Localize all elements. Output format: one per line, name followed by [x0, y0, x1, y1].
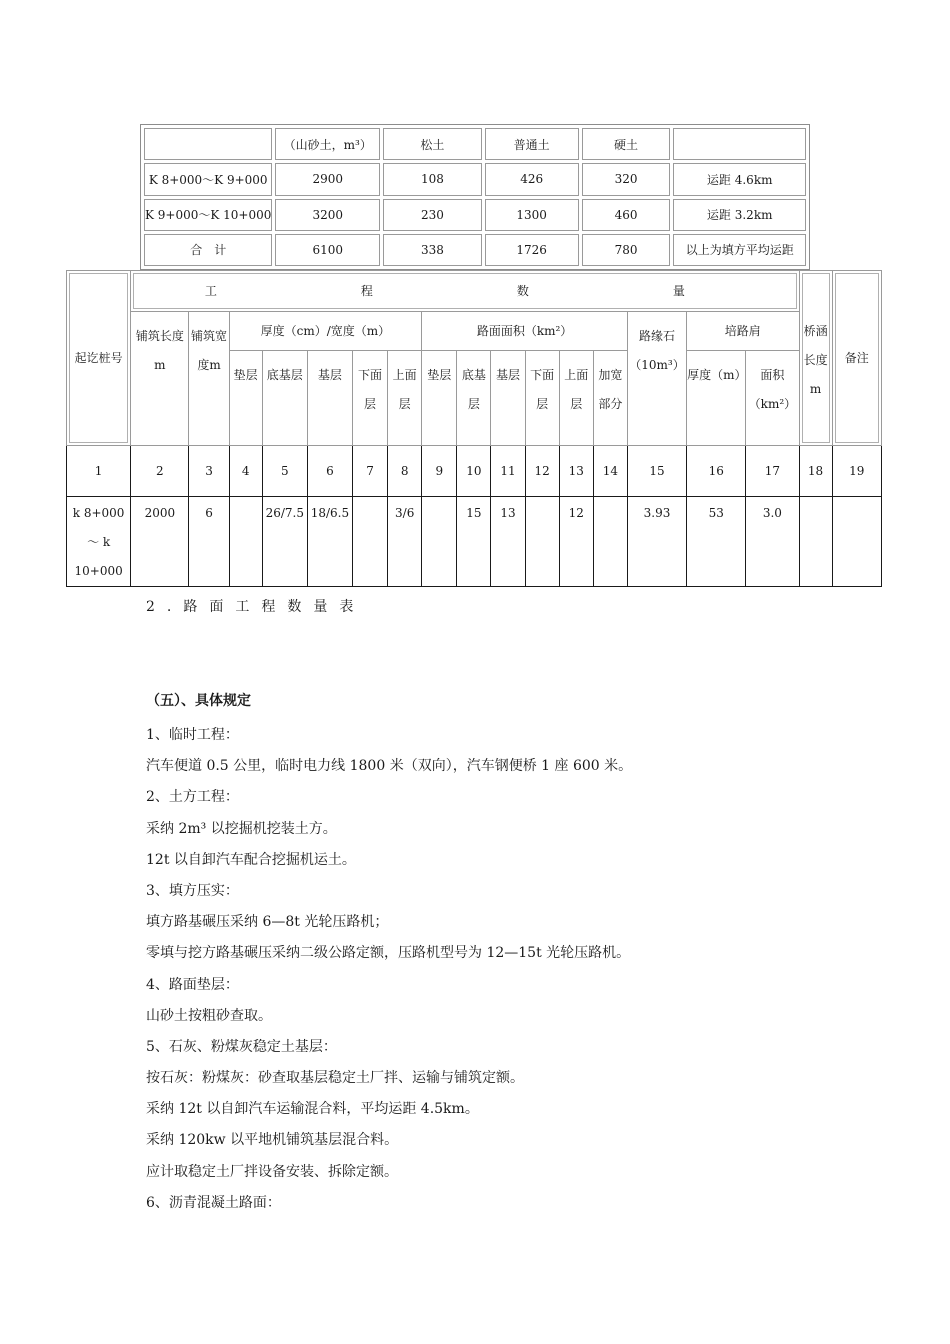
column-number: 4 [229, 446, 262, 497]
earthwork-header-cell [144, 128, 272, 160]
text-line: 3、填方压实： [146, 882, 239, 899]
table-cell: 2900 [275, 163, 380, 195]
area-subheader: 垫层 [422, 351, 457, 446]
shoulder-subheader: 面积（km²） [746, 351, 799, 446]
table-cell: 合 计 [144, 234, 272, 266]
column-number: 15 [627, 446, 686, 497]
column-number: 9 [422, 446, 457, 497]
table-header-row [67, 271, 882, 312]
text-line: 采纳 120kw 以平地机铺筑基层混合料。 [146, 1132, 399, 1149]
table-cell: 3.93 [627, 497, 686, 587]
table-cell: 320 [582, 163, 671, 195]
table-cell: K 9+000～K 10+000 [144, 199, 272, 231]
earthwork-header-cell: （山砂土，m³） [275, 128, 380, 160]
area-subheader: 下面层 [525, 351, 559, 446]
table-cell: 3/6 [388, 497, 422, 587]
text-line: 山砂土按粗砂查取。 [146, 1007, 272, 1024]
table-cell: 780 [582, 234, 671, 266]
group-title-text: 工 程 数 量 [204, 283, 725, 298]
paving-width-header: 铺筑宽度m [189, 312, 229, 446]
earthwork-header-cell: 松土 [383, 128, 482, 160]
table-cell: 6100 [275, 234, 380, 266]
table-cell: k 8+000 ～ k 10+000 [67, 497, 131, 587]
table-cell [832, 497, 881, 587]
earthwork-header-cell: 硬土 [582, 128, 671, 160]
column-number-row [67, 446, 882, 497]
text-line: 应计取稳定土厂拌设备安装、拆除定额。 [146, 1163, 398, 1180]
thickness-subheader: 下面层 [353, 351, 388, 446]
shoulder-subheader: 厚度（m） [687, 351, 746, 446]
table-cell [799, 497, 832, 587]
table-row [67, 497, 882, 587]
column-number: 5 [262, 446, 307, 497]
column-number: 19 [832, 446, 881, 497]
table-row [144, 199, 806, 231]
table-cell: 1726 [485, 234, 579, 266]
column-number: 2 [131, 446, 189, 497]
text-line: 零填与挖方路基碾压采纳二级公路定额，压路机型号为 12—15t 光轮压路机。 [146, 945, 631, 962]
earthwork-table [140, 124, 810, 270]
text-line: 12t 以自卸汽车配合挖掘机运土。 [146, 851, 356, 868]
curb-header: 路缘石（10m³） [627, 312, 686, 446]
bridge-length-header: 桥涵长度m [799, 271, 832, 446]
shoulder-group-header: 培路肩 [687, 312, 799, 351]
column-number: 11 [491, 446, 525, 497]
column-number: 3 [189, 446, 229, 497]
quantity-table [66, 270, 882, 587]
group-title [131, 271, 799, 312]
table-cell: 338 [383, 234, 482, 266]
column-number: 17 [746, 446, 799, 497]
table-header-row [67, 312, 882, 351]
table-row [144, 163, 806, 195]
body-text [146, 720, 632, 1219]
text-line: 2、土方工程： [146, 789, 239, 806]
table-row [144, 234, 806, 266]
table-cell [593, 497, 627, 587]
column-number: 10 [457, 446, 491, 497]
table-cell: 108 [383, 163, 482, 195]
thickness-subheader: 基层 [307, 351, 352, 446]
area-subheader: 加宽部分 [593, 351, 627, 446]
earthwork-header-row [144, 128, 806, 160]
table-cell: 运距 3.2km [673, 199, 806, 231]
table-cell: 18/6.5 [307, 497, 352, 587]
table-cell: 1300 [485, 199, 579, 231]
table-cell: 13 [491, 497, 525, 587]
table-cell [229, 497, 262, 587]
text-line: 6、沥青混凝土路面： [146, 1194, 281, 1211]
remark-header: 备注 [832, 271, 881, 446]
thickness-subheader: 上面层 [388, 351, 422, 446]
text-line: 汽车便道 0.5 公里，临时电力线 1800 米（双向），汽车钢便桥 1 座 600 米。 [146, 758, 633, 775]
paving-length-header: 铺筑长度m [131, 312, 189, 446]
column-number: 12 [525, 446, 559, 497]
area-group-header: 路面面积（km²） [422, 312, 628, 351]
table-caption: 2.路面工程数量表 [146, 599, 366, 615]
column-number: 14 [593, 446, 627, 497]
table-cell: 运距 4.6km [673, 163, 806, 195]
table-cell [422, 497, 457, 587]
table-cell: 2000 [131, 497, 189, 587]
table-cell: K 8+000～K 9+000 [144, 163, 272, 195]
area-subheader: 基层 [491, 351, 525, 446]
table-cell: 26/7.5 [262, 497, 307, 587]
text-line: 按石灰：粉煤灰：砂查取基层稳定土厂拌、运输与铺筑定额。 [146, 1070, 524, 1087]
text-line: 5、石灰、粉煤灰稳定土基层： [146, 1038, 337, 1055]
table-cell: 3.0 [746, 497, 799, 587]
table-cell [525, 497, 559, 587]
earthwork-header-cell: 普通土 [485, 128, 579, 160]
thickness-subheader: 底基层 [262, 351, 307, 446]
table-cell: 460 [582, 199, 671, 231]
area-subheader: 上面层 [559, 351, 593, 446]
table-cell: 53 [687, 497, 746, 587]
table-cell: 230 [383, 199, 482, 231]
column-number: 1 [67, 446, 131, 497]
table-cell: 以上为填方平均运距 [673, 234, 806, 266]
column-number: 13 [559, 446, 593, 497]
table-cell: 12 [559, 497, 593, 587]
station-header: 起讫桩号 [67, 271, 131, 446]
column-number: 16 [687, 446, 746, 497]
table-cell: 15 [457, 497, 491, 587]
text-line: 4、路面垫层： [146, 976, 239, 993]
area-subheader: 底基层 [457, 351, 491, 446]
text-line: 采纳 12t 以自卸汽车运输混合料，平均运距 4.5km。 [146, 1101, 479, 1118]
column-number: 8 [388, 446, 422, 497]
text-line: 填方路基碾压采纳 6—8t 光轮压路机； [146, 914, 389, 931]
text-line: 采纳 2m³ 以挖掘机挖装土方。 [146, 820, 337, 837]
table-cell: 3200 [275, 199, 380, 231]
column-number: 18 [799, 446, 832, 497]
table-cell: 426 [485, 163, 579, 195]
earthwork-header-cell [673, 128, 806, 160]
section-heading: （五）、具体规定 [146, 693, 251, 709]
text-line: 1、临时工程： [146, 727, 239, 743]
table-cell [353, 497, 388, 587]
column-number: 6 [307, 446, 352, 497]
thickness-group-header: 厚度（cm）/宽度（m） [229, 312, 422, 351]
thickness-subheader: 垫层 [229, 351, 262, 446]
column-number: 7 [353, 446, 388, 497]
table-cell: 6 [189, 497, 229, 587]
